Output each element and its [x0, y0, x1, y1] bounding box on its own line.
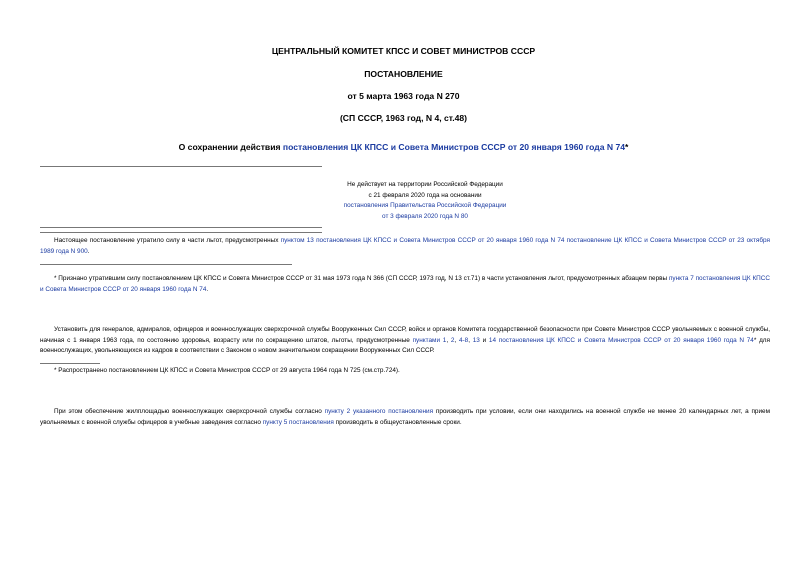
para2-text: * Признано утратившим силу постановлением ЦК КПСС и Совета Министров СССР от 31 мая 1973 года N 366 (СП СССР, 1973 год, N 13 ст.71) в части установления льгот, предусмотренных абзацем первы: [54, 275, 669, 282]
title-link[interactable]: постановления ЦК КПСС и Совета Министров СССР от 20 января 1960 года N 74: [282, 142, 626, 152]
paragraph-repeal-note: [40, 236, 770, 257]
paragraph-partial-repeal: [40, 274, 770, 295]
notice-line-1: Не действует на территории Российской Федерации: [347, 181, 503, 188]
para3-link-5[interactable]: 14 постановления ЦК КПСС и Совета Министров СССР от 20 января 1960 года N 74: [488, 336, 754, 344]
document-date-number: от 5 марта 1963 года N 270: [347, 91, 460, 101]
notice-link-2[interactable]: от 3 февраля 2020 года N 80: [382, 212, 468, 220]
document-title: [40, 142, 767, 152]
divider: [40, 166, 322, 167]
title-suffix: *: [625, 142, 629, 152]
title-prefix: О сохранении действия: [178, 142, 283, 152]
divider: [40, 227, 322, 228]
para3-sep: ,: [454, 336, 459, 344]
para2-link[interactable]: пункта 7 постановления ЦК КПСС и Совета Министров СССР от 20 января 1960 года N 74: [40, 275, 770, 293]
para3-sep: ,: [446, 336, 451, 344]
para1-text-3: .: [87, 247, 90, 255]
footnote-text: * Распространено постановлением ЦК КПСС и Совета Министров СССР от 29 августа 1964 года N 725 (см.стр.724).: [54, 367, 400, 374]
document-type: ПОСТАНОВЛЕНИЕ: [364, 69, 443, 79]
para1-link-1[interactable]: пунктом 13 постановления ЦК КПСС и Совета Министров СССР от 20 января 1960 года N 74: [280, 237, 565, 244]
document-source: (СП СССР, 1963 год, N 4, ст.48): [339, 113, 468, 123]
issuer-heading: ЦЕНТРАЛЬНЫЙ КОМИТЕТ КПСС И СОВЕТ МИНИСТРОВ СССР: [271, 46, 536, 56]
footnote: [40, 366, 770, 377]
para3-text: Установить для генералов, адмиралов, офицеров и военнослужащих сверхсрочной службы Вооруженных Сил СССР, войск и органов Комитета государственной безопасности при Совете Министров СССР увольняемых с военной службы, начиная с 1 января 1963 года, по состоянию здоровья, возрасту или по сокращению штатов, льготы, предусмотренные: [40, 326, 770, 344]
footnote-divider: [40, 363, 100, 364]
para3-link-3[interactable]: 4-8: [458, 336, 469, 344]
para3-sep: и: [479, 336, 489, 344]
notice-line-2: с 21 февраля 2020 года на основании: [368, 191, 482, 199]
divider: [40, 264, 292, 265]
para2-text-2: .: [206, 285, 209, 293]
para1-link-2[interactable]: постановление ЦК КПСС и Совета Министров СССР от 23 октября 1989 года N 900: [40, 237, 770, 255]
para3-sep: ,: [468, 336, 473, 344]
para3-link-4[interactable]: 13: [472, 336, 480, 344]
para4-text-2: производить при условии, если они находились на военной службе не менее 20 календарных лет, а прием увольняемых с военной службы офицеров в учебные заведения согласно: [40, 408, 770, 426]
para3-link-1[interactable]: пунктами 1: [412, 336, 447, 344]
para4-link-1[interactable]: пункту 2 указанного постановления: [324, 408, 434, 415]
para4-text: При этом обеспечение жилплощадью военнослужащих сверхсрочной службы согласно: [54, 408, 325, 415]
para3-text-end: * для военнослужащих, увольняющихся из кадров в соответствии с Законом о новом значительном сокращении Вооруженных Сил СССР.: [40, 336, 770, 355]
notice-link-1[interactable]: постановления Правительства Российской Федерации: [343, 202, 507, 210]
divider: [40, 232, 322, 233]
para3-link-2[interactable]: 2: [450, 336, 455, 344]
para1-text: Настоящее постановление утратило силу в части льгот, предусмотренных: [54, 237, 281, 244]
para4-link-2[interactable]: пункту 5 постановления: [262, 418, 334, 426]
notice-block: [280, 180, 570, 222]
paragraph-housing-provision: [40, 407, 770, 428]
paragraph-main-provision: [40, 325, 770, 357]
para4-text-3: производить в общеустановленные сроки.: [333, 418, 462, 426]
